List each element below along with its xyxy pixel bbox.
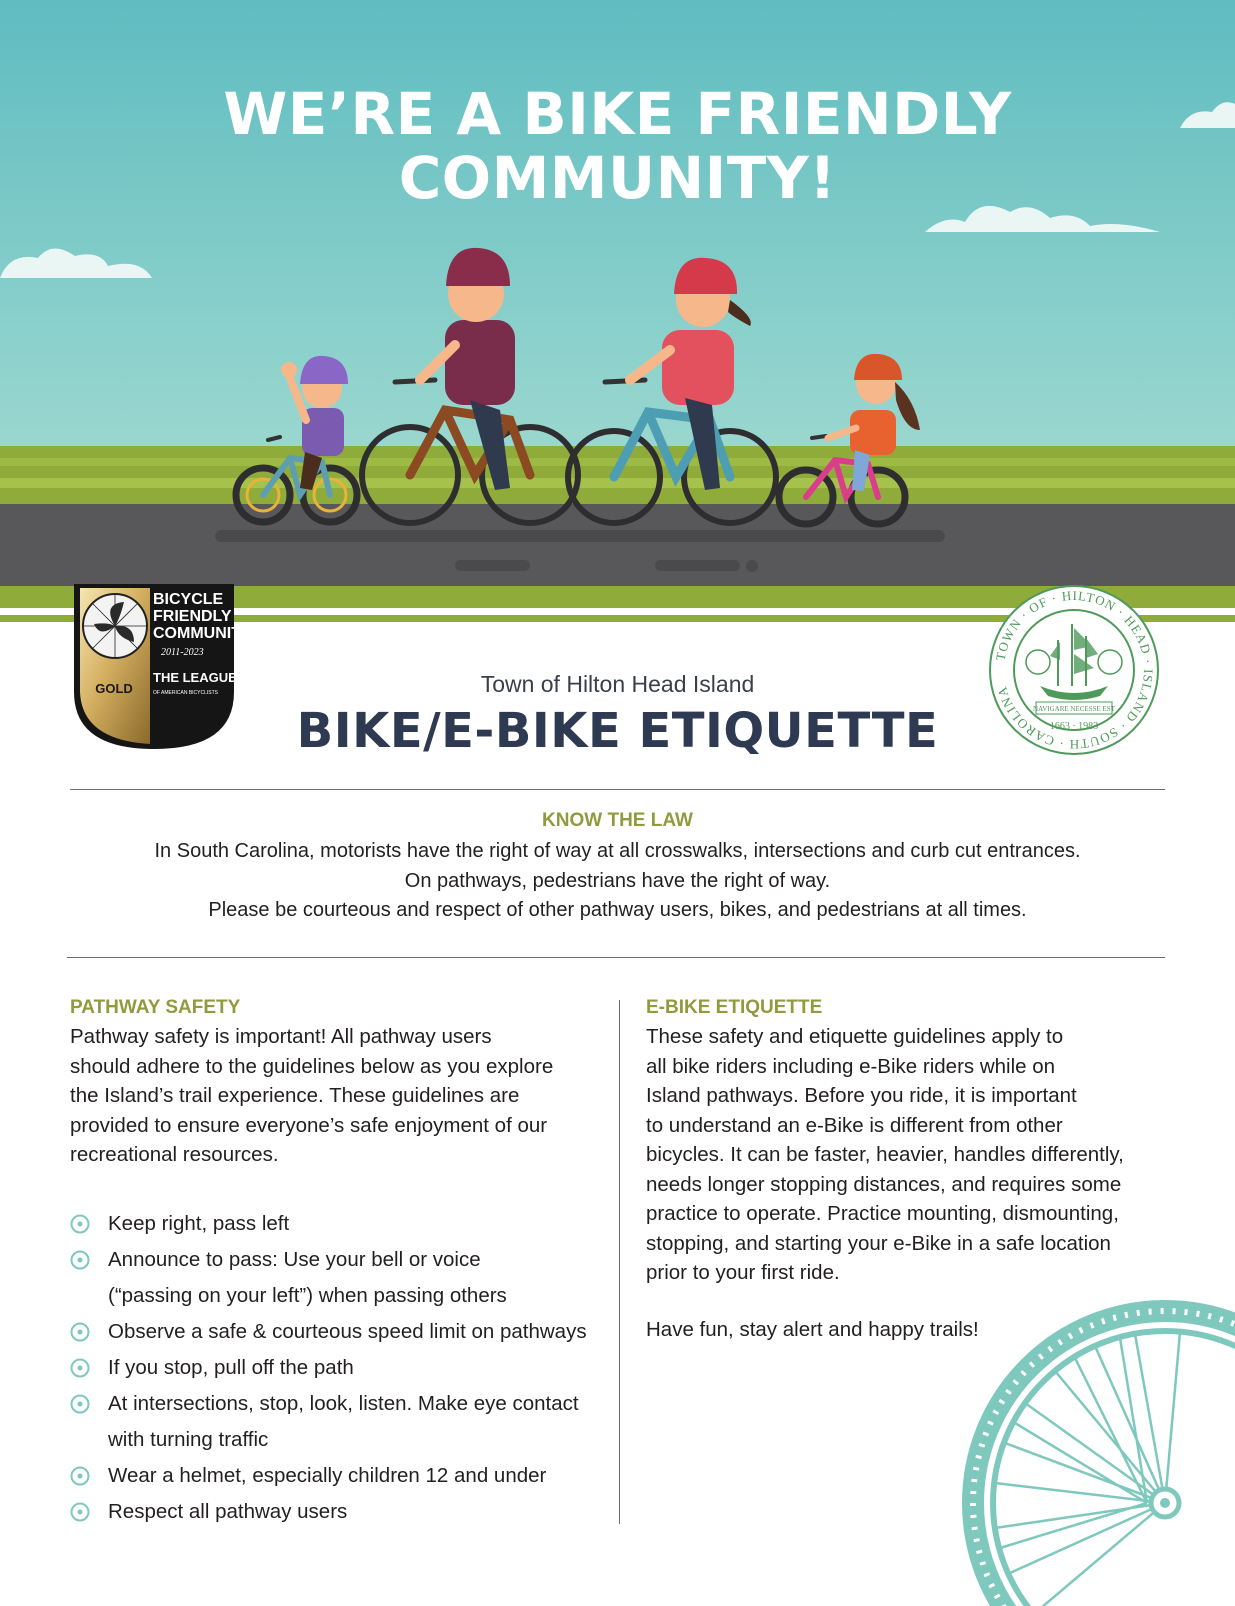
list-item — [70, 1314, 630, 1350]
svg-text:2011-2023: 2011-2023 — [161, 647, 204, 658]
svg-text:THE LEAGUE: THE LEAGUE — [153, 670, 237, 685]
list-item — [70, 1386, 618, 1458]
ebike-closing-line: Have fun, stay alert and happy trails! — [646, 1318, 979, 1341]
intro-line: recreational resources. — [70, 1143, 279, 1166]
bullet-circle-icon — [70, 1250, 90, 1270]
intro-line: should adhere to the guidelines below as you explore — [70, 1054, 554, 1078]
town-name: Town of Hilton Head Island — [480, 671, 755, 697]
body-line: to understand an e-Bike is different from other — [646, 1113, 1063, 1137]
intro-line: the Island’s trail experience. These guidelines are — [70, 1084, 520, 1107]
bullet-circle-icon — [70, 1394, 90, 1414]
bullet-circle-icon — [70, 1466, 90, 1486]
page-title: BIKE/E-BIKE ETIQUETTE — [296, 703, 939, 759]
list-item — [70, 1350, 630, 1386]
body-line: These safety and etiquette guidelines apply to — [646, 1025, 1064, 1048]
hero-headline — [0, 82, 1235, 210]
law-line: Please be courteous and respect of other pathway users, bikes, and pedestrians at all times. — [208, 899, 1027, 921]
svg-text:NAVIGARE NECESSE EST: NAVIGARE NECESSE EST — [1033, 705, 1115, 713]
pathway-safety-heading: PATHWAY SAFETY — [70, 997, 241, 1018]
list-item-text: Respect all pathway users — [108, 1500, 348, 1523]
list-item-text: Wear a helmet, especially children 12 and under — [108, 1464, 547, 1487]
svg-text:OF AMERICAN BICYCLISTS: OF AMERICAN BICYCLISTS — [153, 690, 219, 696]
pathway-guidelines-list — [70, 1206, 630, 1530]
bullet-circle-icon — [70, 1214, 90, 1234]
pathway-safety-intro — [70, 1022, 610, 1170]
list-item — [70, 1242, 548, 1314]
bike-wheel-decoration — [960, 1276, 1235, 1601]
law-line: In South Carolina, motorists have the right of way at all crosswalks, intersections and curb cut entrances. — [154, 840, 1081, 862]
body-line: Island pathways. Before you ride, it is important — [646, 1084, 1077, 1107]
bullet-circle-icon — [70, 1358, 90, 1378]
list-item — [70, 1206, 630, 1242]
body-line: all bike riders including e-Bike riders while on — [646, 1054, 1056, 1078]
column-divider — [619, 1000, 620, 1524]
list-item — [70, 1458, 630, 1494]
town-seal-icon — [988, 584, 1160, 756]
bullet-circle-icon — [70, 1502, 90, 1522]
list-item-text: Keep right, pass left — [108, 1212, 290, 1235]
body-line: bicycles. It can be faster, heavier, handles differently, — [646, 1143, 1124, 1166]
bicycle-friendly-gold-badge — [72, 584, 252, 749]
svg-text:GOLD: GOLD — [95, 681, 133, 696]
intro-line: provided to ensure everyone’s safe enjoyment of our — [70, 1113, 548, 1137]
divider — [67, 957, 1165, 958]
body-line: prior to your first ride. — [646, 1261, 840, 1284]
hero-illustration — [0, 0, 1235, 630]
town-seal — [988, 584, 1160, 756]
svg-text:1663 · 1983: 1663 · 1983 — [1049, 721, 1099, 732]
svg-text:BICYCLE: BICYCLE — [153, 591, 224, 608]
bullet-circle-icon — [70, 1322, 90, 1342]
list-item — [70, 1494, 630, 1530]
badge-shield-icon — [72, 584, 252, 749]
body-line: stopping, and starting your e-Bike in a safe location — [646, 1231, 1111, 1255]
hero-headline-line2: COMMUNITY! — [398, 144, 837, 212]
list-item-text: At intersections, stop, look, listen. Make eye contact with turning traffic — [108, 1392, 579, 1451]
hero-headline-line1: WE’RE A BIKE FRIENDLY — [223, 80, 1012, 148]
list-item-text: Announce to pass: Use your bell or voice (“passing on your left”) when passing others — [108, 1248, 507, 1307]
body-line: needs longer stopping distances, and requires some — [646, 1172, 1122, 1196]
svg-text:TOWN · OF · HILTON · HEAD · IS: TOWN · OF · HILTON · HEAD · ISLAND · SOUTH · CAROLINA — [992, 587, 1157, 753]
list-item-text: Observe a safe & courteous speed limit on pathways — [108, 1320, 587, 1343]
svg-text:COMMUNITY: COMMUNITY — [153, 625, 252, 642]
ebike-etiquette-body — [646, 1022, 1191, 1288]
ebike-etiquette-heading: E-BIKE ETIQUETTE — [646, 997, 823, 1018]
intro-line: Pathway safety is important! All pathway users — [70, 1025, 492, 1048]
know-the-law-heading: KNOW THE LAW — [542, 810, 693, 831]
svg-text:FRIENDLY: FRIENDLY — [153, 608, 232, 625]
list-item-text: If you stop, pull off the path — [108, 1356, 354, 1379]
divider — [70, 789, 1165, 790]
law-line: On pathways, pedestrians have the right of way. — [404, 870, 831, 892]
bike-wheel-icon — [960, 1276, 1235, 1601]
body-line: practice to operate. Practice mounting, dismounting, — [646, 1202, 1119, 1225]
